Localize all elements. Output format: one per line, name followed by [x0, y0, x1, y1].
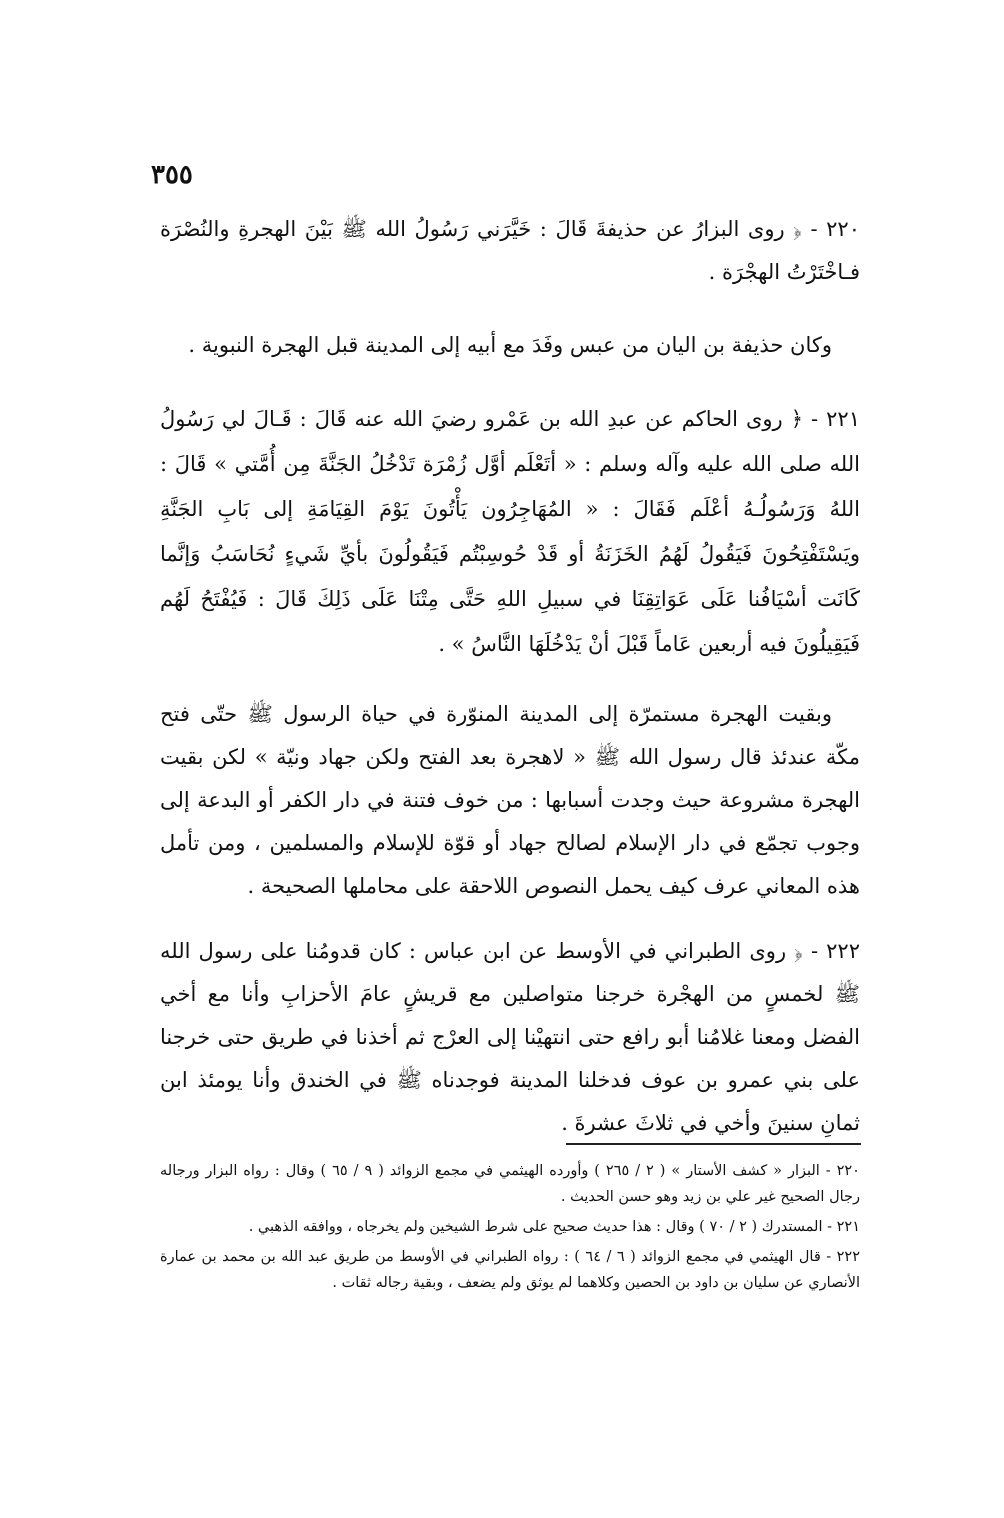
footnote-222: ٢٢٢ - قال الهيثمي في مجمع الزوائد ( ٦ / ٦٤ ) : رواه الطبراني في الأوسط من طريق عبد الله بن محمد بن عمارة الأنصاري عن سليان بن داود بن الحصين وكلاهما لم يوثق ولم يضعف ، وبقية رجاله ثقات .: [160, 1249, 860, 1291]
hadith-221: ٢٢١ - ﴿ روى الحاكم عن عبدِ الله بن عَمْرو رضيَ الله عنه قَالَ : قَـالَ لي رَسُولُ الله صلى الله عليه وآله وسلم : « أتَعْلَم أوَّل زُمْرَة تَدْخُلُ الجَنَّةَ مِن أُمَّتي » قَالَ : اللهُ وَرَسُولُـهُ أعْلَم فَقَالَ : « المُهَاجِرُون يَأْتُونَ يَوْمَ القِيَامَةِ إلى بَابِ الجَنَّةِ ويَسْتَفْتِحُونَ فَيَقُولُ لَهُمُ الخَزَنَةُ أو قَدْ حُوسِبْتُم فَيَقُولُونَ بأيِّ شَيءٍ نُحَاسَبُ وَإنَّما كَانَت أسْيَافُنا عَلَى عَوَاتِقِنَا في سبيلِ اللهِ حَتَّى مِتْنَا عَلَى ذَلِكَ قَالَ : فَيُفْتَحُ لَهُم فَيَقِيلُونَ فيه أربعين عَاماً قَبْلَ أنْ يَدْخُلَهَا النَّاسُ » .: [160, 407, 860, 656]
commentary-hijrah: وبقيت الهجرة مستمرّة إلى المدينة المنوّرة في حياة الرسول ﷺ حتّى فتح مكّة عندئذ قال رسول الله ﷺ « لاهجرة بعد الفتح ولكن جهاد ونيّة » لكن بقيت الهجرة مشروعة حيث وجدت أسبابها : من خوف فتنة في دار الكفر أو البدعة إلى وجوب تجمّع في دار الإسلام لصالح جهاد أو قوّة للإسلام والمسلمين ، ومن تأمل هذه المعاني عرف كيف يحمل النصوص اللاحقة على محاملها الصحيحة .: [160, 702, 860, 898]
footnote-221: ٢٢١ - المستدرك ( ٢ / ٧٠ ) وقال : هذا حديث صحيح على شرط الشيخين ولم يخرجاه ، ووافقه الذهبي .: [248, 1219, 860, 1235]
page-number: ٣٥٥: [151, 160, 193, 190]
footnotes: [160, 1158, 860, 1300]
main-text: [160, 208, 860, 1145]
hadith-220: ٢٢٠ - ﴿ روى البزارُ عن حذيفةَ قَالَ : خَيَّرَني رَسُولُ الله ﷺ بَيْنَ الهجرةِ والنُصْرَة فـاخْتَرْتُ الهجْرَة .: [160, 217, 860, 284]
hadith-222: ٢٢٢ - ﴿ روى الطبراني في الأوسط عن ابن عباس : كان قدومُنا على رسول الله ﷺ لخمسٍ من الهجْرة خرجنا متواصلين مع قريشٍ عامَ الأحزابِ وأنا مع أخي الفضل ومعنا غلامُنا أبو رافع حتى انتهيْنا إلى العرْج ثم أخذنا في طريق حتى خرجنا على بني عمرو بن عوف فدخلنا المدينة فوجدناه ﷺ في الخندق وأنا يومئذ ابن ثمانِ سنينَ وأخي في ثلاثَ عشرةَ .: [160, 939, 860, 1135]
footnote-220: ٢٢٠ - البزار « كشف الأستار » ( ٢ / ٢٦٥ ) وأورده الهيثمي في مجمع الزوائد ( ٩ / ٦٥ ) وقال : رواه البزار ورجاله رجال الصحيح غير علي بن زيد وهو حسن الحديث .: [160, 1163, 860, 1205]
footnote-divider: [566, 1143, 861, 1145]
commentary-hudhayfah: وكان حذيفة بن اليان من عبس وفَدَ مع أبيه إلى المدينة قبل الهجرة النبوية .: [188, 333, 832, 357]
